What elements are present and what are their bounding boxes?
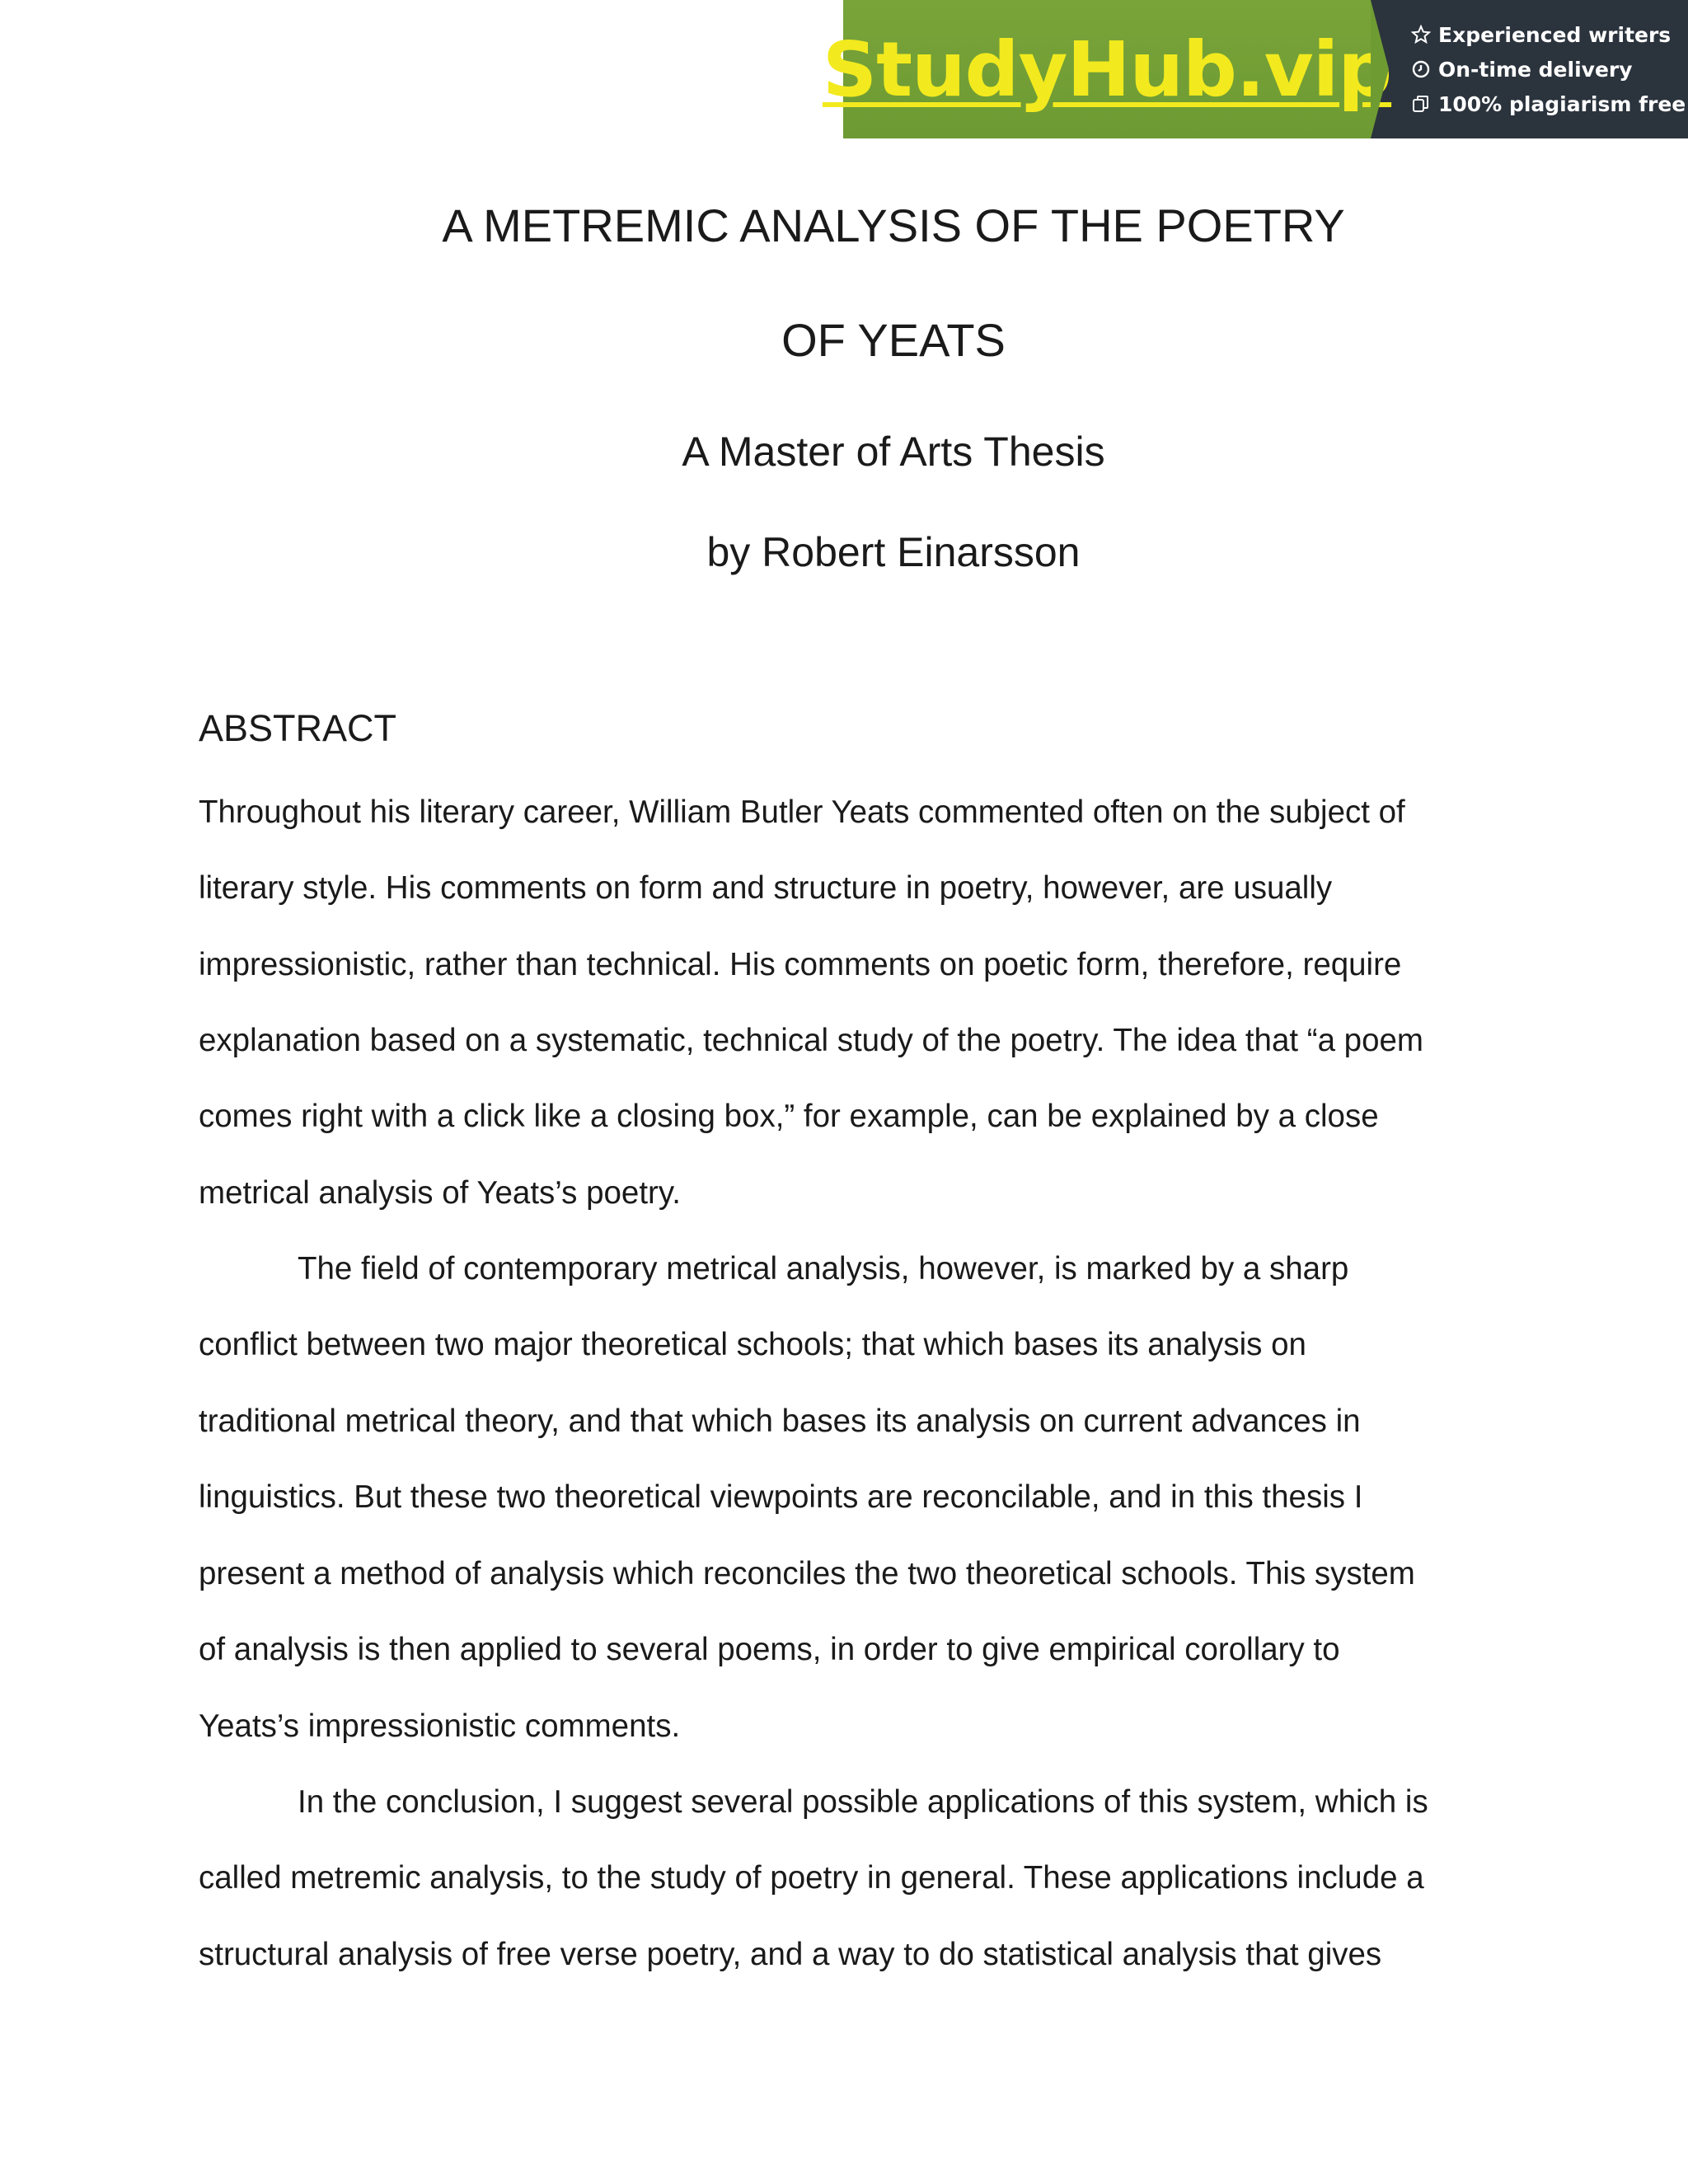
- abstract-line: called metremic analysis, to the study of poetry in general. These applications include a: [199, 1860, 1424, 1896]
- abstract-line: metrical analysis of Yeats’s poetry.: [199, 1175, 681, 1211]
- document-author: by Robert Einarsson: [706, 529, 1081, 575]
- studyhub-banner[interactable]: [822, 0, 1688, 138]
- abstract-heading: ABSTRACT: [199, 707, 397, 749]
- feature-label: 100% plagiarism free: [1438, 91, 1686, 116]
- abstract-line: conflict between two major theoretical schools; that which bases its analysis on: [199, 1327, 1306, 1362]
- feature-plagiarism-free: [1410, 91, 1688, 117]
- feature-experienced-writers: [1410, 21, 1688, 48]
- feature-on-time-delivery: [1410, 56, 1688, 82]
- abstract-line: explanation based on a systematic, technical study of the poetry. The idea that “a poem: [199, 1023, 1423, 1058]
- studyhub-logo-text: StudyHub.vip: [822, 25, 1392, 114]
- document-title-line-2: OF YEATS: [781, 314, 1006, 366]
- abstract-line: literary style. His comments on form and structure in poetry, however, are usually: [199, 870, 1333, 906]
- abstract-line: In the conclusion, I suggest several possible applications of this system, which is: [298, 1784, 1428, 1820]
- abstract-line: linguistics. But these two theoretical viewpoints are reconcilable, and in this thesis I: [199, 1479, 1363, 1515]
- abstract-line: The field of contemporary metrical analysis, however, is marked by a sharp: [298, 1251, 1349, 1286]
- abstract-line: Throughout his literary career, William Butler Yeats commented often on the subject of: [199, 794, 1405, 830]
- star-icon: [1410, 24, 1432, 45]
- abstract-line: of analysis is then applied to several poems, in order to give empirical corollary to: [199, 1632, 1340, 1667]
- document-title-line-1: A METREMIC ANALYSIS OF THE POETRY: [442, 199, 1345, 251]
- clock-icon: [1410, 59, 1432, 80]
- document-subtitle: A Master of Arts Thesis: [682, 429, 1105, 475]
- abstract-line: traditional metrical theory, and that which bases its analysis on current advances in: [199, 1404, 1361, 1439]
- abstract-line: comes right with a click like a closing box,” for example, can be explained by a close: [199, 1099, 1379, 1134]
- feature-label: On-time delivery: [1438, 57, 1633, 82]
- studyhub-logo[interactable]: [822, 0, 1392, 138]
- abstract-line: impressionistic, rather than technical. His comments on poetic form, therefore, require: [199, 947, 1402, 982]
- banner-features: [1371, 0, 1688, 138]
- abstract-line: structural analysis of free verse poetry, and a way to do statistical analysis that gives: [199, 1937, 1382, 1972]
- abstract-line: Yeats’s impressionistic comments.: [199, 1708, 681, 1744]
- feature-label: Experienced writers: [1438, 22, 1672, 47]
- banner-divider-arrow: [1371, 0, 1389, 138]
- abstract-line: present a method of analysis which reconciles the two theoretical schools. This system: [199, 1556, 1415, 1591]
- copy-icon: [1410, 93, 1432, 115]
